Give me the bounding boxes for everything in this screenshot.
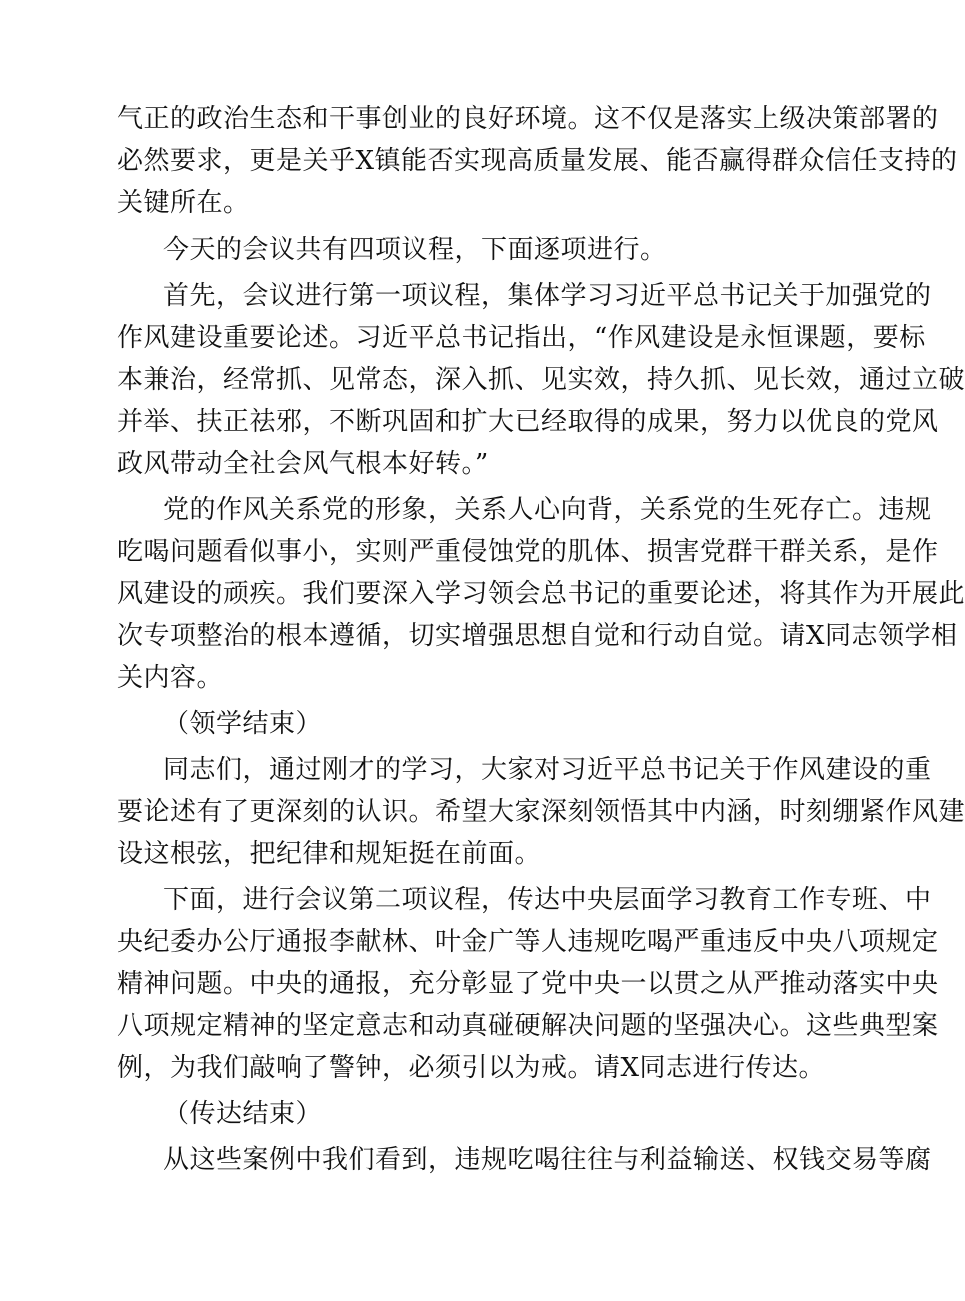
text-line: 精神问题。中央的通报，充分彰显了党中央一以贯之从严推动落实中央 xyxy=(117,969,939,999)
text-line: 央纪委办公厅通报李献林、叶金广等人违规吃喝严重违反中央八项规定 xyxy=(117,927,939,957)
text-line: 党的作风关系党的形象，关系人心向背，关系党的生死存亡。违规 xyxy=(163,495,932,525)
text-line: 吃喝问题看似事小，实则严重侵蚀党的肌体、损害党群干群关系，是作 xyxy=(117,537,939,567)
text-line: 从这些案例中我们看到，违规吃喝往往与利益输送、权钱交易等腐 xyxy=(163,1145,932,1175)
text-line: 八项规定精神的坚定意志和动真碰硬解决问题的坚强决心。这些典型案 xyxy=(117,1011,939,1041)
text-line: 并举、扶正祛邪，不断巩固和扩大已经取得的成果，努力以优良的党风 xyxy=(117,407,939,437)
text-line: 关内容。 xyxy=(117,663,224,693)
text-line: 风建设的顽疾。我们要深入学习领会总书记的重要论述，将其作为开展此 xyxy=(117,579,965,609)
text-line: 次专项整治的根本遵循，切实增强思想自觉和行动自觉。请X同志领学相 xyxy=(117,621,958,651)
text-line: 作风建设重要论述。习近平总书记指出，“作风建设是永恒课题，要标 xyxy=(117,323,926,353)
text-line: 关键所在。 xyxy=(117,188,250,218)
text-line: 政风带动全社会风气根本好转。” xyxy=(117,449,489,479)
text-line: 本兼治，经常抓、见常态，深入抓、见实效，持久抓、见长效，通过立破 xyxy=(117,365,965,395)
text-line: 首先，会议进行第一项议程，集体学习习近平总书记关于加强党的 xyxy=(163,281,932,311)
stage-note: （领学结束） xyxy=(163,709,323,739)
text-line: 设这根弦，把纪律和规矩挺在前面。 xyxy=(117,839,542,869)
text-line: 要论述有了更深刻的认识。希望大家深刻领悟其中内涵，时刻绷紧作风建 xyxy=(117,797,965,827)
text-line: 今天的会议共有四项议程，下面逐项进行。 xyxy=(163,235,667,265)
text-line: 同志们，通过刚才的学习，大家对习近平总书记关于作风建设的重 xyxy=(163,755,932,785)
text-line: 例，为我们敲响了警钟，必须引以为戒。请X同志进行传达。 xyxy=(117,1053,826,1083)
text-line: 气正的政治生态和干事创业的良好环境。这不仅是落实上级决策部署的 xyxy=(117,104,939,134)
stage-note: （传达结束） xyxy=(163,1099,323,1129)
text-line: 必然要求，更是关乎X镇能否实现高质量发展、能否赢得群众信任支持的 xyxy=(117,146,958,176)
text-line: 下面，进行会议第二项议程，传达中央层面学习教育工作专班、中 xyxy=(163,885,932,915)
